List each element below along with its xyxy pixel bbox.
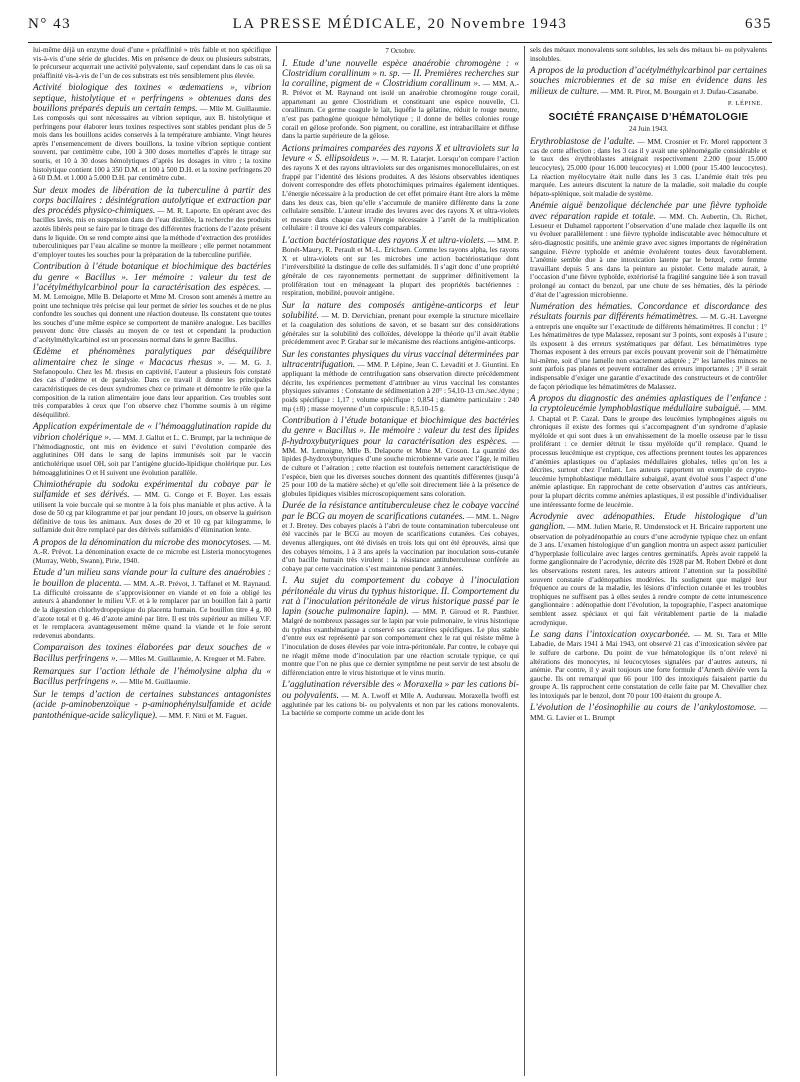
entry-authors: — MM. J. Gallut et L. C. Brumpt, xyxy=(113,432,215,442)
communication-entry xyxy=(530,394,767,509)
communication-entry xyxy=(33,83,271,182)
text-columns xyxy=(28,46,772,1076)
entry-title: Sur le temps d’action de certaines substances antagonistes (acide p-aminobenzoïque - p-aminophénylsulfamide et acide pantothénique-acide salicylique). xyxy=(33,690,271,721)
entry-text: Chez les M. rhesus en captivité, l’auteur a plusieurs fois constaté des cas d’œdème et de paralysie. Dans ce travail il donne les principales caractéristiques de ces deux syndromes chez ce primate et démontre le rôle que la composition de la ration alimentaire joue dans leur apparition. Ces troubles sont très comparables à ceux que l’on observe chez l’homme soumis à un régime déséquilibré. xyxy=(33,367,271,419)
entry-text: La quantité des lipides β-hydroxybutyriques d’une souche microbienne varie avec l’âge, le milieu de culture et l’aération ; cette réaction est toutefois nettement caractéristique de l’espèce, bien que les diverses souches donnent des quantités différentes (jusqu’à 25 pour 100 de la matière sèche) et qu’elle soit directement liée à la présence de globules lipidiques visibles microscopiquement sans coloration. xyxy=(282,446,519,498)
communication-entry xyxy=(33,480,271,535)
communication-entry xyxy=(282,301,519,347)
entry-text: prenant pour exemple la structure micellaire et la coagulation des solutions de savon, et se basant sur des considérations générales sur la solubilité des colloïdes, développe la théorie qu’il avait établie précédemment avec P. Grabar sur le mécanisme des réactions antigène-anticorps. xyxy=(282,311,520,347)
communication-entry xyxy=(282,236,519,298)
communication-entry xyxy=(530,512,767,627)
column-right xyxy=(524,46,772,1076)
entry-text: Moraxella lwoffi est agglutinée par les cations bi- ou polyvalents et non par les cations monovalents. La bactérie se comporte comme un acide dont les xyxy=(282,691,519,718)
entry-authors: — MM. P. Lépine, Jean C. Levaditi et J. Giuntini. xyxy=(357,360,509,370)
entry-authors: — M. G.-H. Lavergne xyxy=(700,312,768,322)
entry-title: Application expérimentale de « l’hémoagglutination rapide du vibrion cholérique ». xyxy=(33,422,271,443)
entry-title: A propos de la dénomination du microbe des monocytoses. xyxy=(33,538,252,549)
entry-title: Chimiothérapie du sodoku expérimental du cobaye par le sulfamide et ses dérivés. xyxy=(33,480,271,501)
entry-authors: — Mlles M. Guillaumie, A. Kreguer et M. Fabre. xyxy=(119,653,266,663)
entry-authors: — MM. J. Chaptal et P. Cazal. xyxy=(530,404,767,423)
issue-number: N° 43 xyxy=(28,16,72,32)
communication-entry xyxy=(33,538,271,565)
entry-authors: — MM. Crosnier et Fr. Morel xyxy=(637,136,730,146)
entry-authors: — M. D. Dervichian, xyxy=(321,310,387,320)
entry-title: Œdème et phénomènes paralytiques par déséquilibre alimentaire chez le singe « Macacus rhesus ». xyxy=(33,347,271,368)
entry-title: A propos du diagnostic des anémies aplastiques de l’enfance : la cryptoleucémie lymphoblastique médullaire subaiguë. xyxy=(530,394,767,415)
communication-entry xyxy=(33,347,271,419)
society-heading: SOCIÉTÉ FRANÇAISE D’HÉMATOLOGIE xyxy=(548,112,749,124)
communication-entry xyxy=(33,568,271,640)
entry-text: Lorsqu’on compare l’action des rayons X et des rayons ultraviolets sur des organismes monocellulaires, on est frappé par l’identité des lésions produites. A des lésions observables identiques doivent correspondre des effets photochimiques primaires également identiques. L’énergie nécessaire à la production de cet effet primaire étant être alors la même dans les deux cas, bien qu’elle s’accumule de manière différente dans la zone cellulaire sensible. L’auteur irradie des levures avec des rayons X et ultra-violets et mesure dans chaque cas l’énergie nécessaire à l’arrêt de la multiplication cellulaire : il trouve ici des valeurs comparables. xyxy=(282,154,520,233)
entry-text: Des cobayes placés à l’abri de toute contamination tuberculeuse ont été vaccinés par le BCG au moyen de scarifications cutanées. Ces cobayes, devenus allergiques, ont été divisés en trois lots qui ont été éprouvés, ainsi que des cobayes témoins, 1 à 3 ans après la vaccination par inoculation sous-cutanée d’un bacille humain très virulent : la résistance antituberculeuse conférée au cobaye par cette vaccination s’est maintenue pendant 3 années. xyxy=(282,521,519,573)
entry-title: Etude d’un milieu sans viande pour la culture des anaérobies : le bouillon de placenta. xyxy=(33,568,271,589)
entry-title: Contribution à l’étude botanique et biochimique des bactéries du genre « Bacillus ». IIe mémoire : valeur du test des lipides β-hydroxybutyriques pour la caractérisation des espèces. xyxy=(282,416,519,447)
continued-paragraph: sels des métaux monovalents sont solubles, les sels des métaux bi- ou polyvalents insolubles. xyxy=(530,46,767,63)
entry-authors: — MM. A.-R. Prévot, J. Taffanel et M. Raynaud. xyxy=(123,578,271,588)
entry-authors: — MM. L. Nègre et J. Bretey. xyxy=(282,511,520,530)
entry-title: I. Etude d’une nouvelle espèce anaérobie chromogène : « Clostridium corallinum » n. sp. — II. Premières recherches sur la coralline, pigment de « Clostridium corallinum ». xyxy=(282,58,519,89)
entry-title: Erythroblastose de l’adulte. xyxy=(530,136,635,147)
communication-entry xyxy=(33,667,271,687)
entry-title: L’action bactériostatique des rayons X et ultra-violets. xyxy=(282,235,486,246)
communication-entry xyxy=(282,59,519,141)
communication-entry xyxy=(282,416,519,498)
entry-text: La dénomination exacte de ce microbe est Listeria monocytogenes (Murray, Webb, Swann), Pirie, 1940. xyxy=(33,548,272,565)
communication-entry xyxy=(282,350,519,413)
entry-text: ont isolé un anaérobie chromogène rouge corail, appartenant au genre Clostridium et constituant une espèce nouvelle, Cl. corallinum. Ce germe coagule le lait, liquéfie la gélatine, réduit le rouge neutre, n’est pas pathogène quoique hémolytique ; il donne de belles colonies rouge corail en gélose profonde. Son pigment, ou coralline, est intrabacillaire et diffuse dans la partie supérieure de la gélose. xyxy=(282,89,519,141)
communication-entry xyxy=(530,137,767,199)
entry-authors: — MM. M. Lemoigne, Mlle B. Delaporte et Mme M. Croson. xyxy=(282,436,519,455)
entry-text: Dans le groupe des leucémies lymphogènes aiguës ou chroniques il existe des formes qui s’accompagnent d’un syndrome d’aplasie myéloïde et qui sont dues à un envahissement de la moelle osseuse par le tissu proliférant : ce dernier détruit le tissu myéloïde qu’il remplace. Quand le processus leucémique est cryptique, ces affections prennent toutes les apparences d’anémies aplastiques ou d’aplasies médullaires globales, telles qu’on les a décrites, surtout chez l’enfant. Les auteurs rapportent un exemple de crypto-leucémie lymphoblastique médullaire subaiguë, ayant évolué sous l’aspect d’une anémie aplastique. En rapprochant de cette observation d’autres cas antérieurs, pour la plupart décrits comme anémies aplastiques, il est possible d’individualiser une intéressante forme de leucémie. xyxy=(530,414,767,509)
entry-text: En appliquant la méthode de centrifugation sans observation directe précédemment décrite, les expériences permettent d’attribuer au virus vaccinal les constantes physiques suivantes : Constante de sédimentation à 20° : 54,10-13 cm./sec./dyne ; poids spécifique : 1,17 ; volume spécifique : 0,854 ; diamètre particulaire : 240 mμ (±8) ; masse moyenne d’un corpuscule : 8,5.10-15 g. xyxy=(282,361,520,413)
header-rule xyxy=(28,42,772,43)
communication-entry xyxy=(530,302,767,391)
continued-paragraph: lui-même déjà un enzyme doué d’une « préaffinité » très faible et non spécifique vis-à-vis d’une série de glucides. Mis en présence de deux ou plusieurs substrats, le précurseur acquerrait une activité polyvalente, sauf cependant dans le cas où sa préaffinité vis-à-vis de l’un de ces substrats est très sensiblement plus élevée. xyxy=(33,46,271,80)
entry-authors: — M. St. Tara et Mlle Labadie, xyxy=(530,630,767,649)
column-left xyxy=(28,46,276,1076)
entry-title: Sur la nature des composés antigène-anticorps et leur solubilité. xyxy=(282,300,519,321)
communication-entry xyxy=(33,690,271,721)
entry-authors: — M. A. Lwoff et Mlle A. Audureau. xyxy=(341,690,457,700)
entry-title: Remarques sur l’action léthale de l’hémolysine alpha du « Bacillus perfringens ». xyxy=(33,666,271,687)
entry-text: sont amenés à mettre au point une technique très précise qui leur permet de sérier les souches et de ne plus confondre les souches qui donnent une réaction douteuse. Ils constatent que toutes les souches d’une même espèce se comportent de manière analogue. Les bacilles peuvent donc être classés au moyen de ce test et cependant la production d’acétylméthylcarbinol est un processus normal dans le genre Bacillus. xyxy=(33,292,271,344)
entry-title: Durée de la résistance antituberculeuse chez le cobaye vacciné par le BCG au moyen de scarifications cutanées. xyxy=(282,501,519,522)
entry-authors: — MM. G. Conge et F. Boyer. xyxy=(133,490,237,500)
entry-authors: — M. M. Lemoigne, Mlle B. Delaporte et Mme M. Croson xyxy=(33,282,271,301)
entry-text: Malgré de nombreux passages sur le lapin par voie pulmonaire, le virus historique du typhus exanthématique a conservé ses caractères spécifiques. Le plus stable d’entre eux est représenté par son comportement chez le rat qui résiste même à l’inoculation de doses élevées par voie intra-péritonéale. Par contre, le cobaye qui ne réagit même mode d’inoculation par une réaction scrotale typique, ce qui montre que l’on ne plus que ce dernier symptôme ne peut servir de test absolu de différenciation entre le virus historique et le virus murin. xyxy=(282,617,519,677)
communication-entry xyxy=(282,144,519,233)
page-number: 635 xyxy=(745,16,772,32)
entry-text: Les essais utilisent la voie buccale qui se montre à la fois plus maniable et plus active. À la dose de 50 cg par kilogramme et par jour pendant 10 jours, on observe la guérison définitive de tous les animaux. Aux doses de 20 et 10 cg par kilogramme, le sulfamide doit être remplacé par des dérivés sulfamidés d’élimination lente. xyxy=(33,491,271,535)
entry-authors: — MM. P. Bonét-Maury, R. Perault et M.-L. Erichsen. xyxy=(282,235,520,255)
entry-title: Sur les constantes physiques du virus vaccinal déterminées par ultracentrifugation. xyxy=(282,349,519,371)
journal-title-date: LA PRESSE MÉDICALE, 20 Novembre 1943 xyxy=(232,16,568,32)
entry-title: Comparaison des toxines élaborées par deux souches de « Bacillus perfringens ». xyxy=(33,643,271,664)
entry-authors: — MM. F. Nitti et M. Faguet. xyxy=(159,710,248,720)
entry-text: La difficulté croissante de s’approvisionner en viande et en foie a obligé les auteurs à abandonner le milieu V.F. et à le remplacer par un bouillon fait à partir de la digestion chlorhydropepsique du placenta humain. Ce bouillon titre 4 g. 80 d’azote total et 0 g. 46 d’azote aminé par litre. Il est très supérieur au milieu V.F. et le remplacera avantageusement même quand la viande et le foie seront redevenus abondants. xyxy=(33,588,271,640)
entry-title: Sur deux modes de libération de la tuberculine à partir des corps bacillaires : désintégration autolytique et extraction par des procédés physico-chimiques. xyxy=(33,185,271,217)
entry-title: Contribution à l’étude botanique et biochimique des bactéries du genre « Bacillus ». 1er mémoire : valeur du test de l’acétylméthylcarbinol pour la caractérisation des espèces. xyxy=(33,262,271,293)
entry-text: a entrepris une enquête sur l’exactitude de différents hématimètres. Il conclut : 1° Les hématimètres de type Malassez, reposant sur 3 points, sont exposés à l’usure ; ils exposent à des erreurs systématiques par défaut. Les hématimètres type Thomas exposent à des erreurs par excès pouvant provenir soit de l’hématimètre lui-même, soit d’une lamelle non exactement adaptée ; 2° les lamelles minces ne sont parfois pas planes et peuvent entraîner des erreurs importantes ; 3° il serait indispensable d’exiger une garantie d’exactitude des constructeurs et de contrôler de façon périodique les hématimètres de Malassez. xyxy=(530,322,767,391)
entry-text: rapportent une observation de polyadénopathie au cours d’une acrodynie typique chez un enfant de 3 ans. L’examen histologique d’un ganglion montra un aspect assez particulier d’hyperplasie folliculaire avec larges centres germinatifs. Après avoir rappelé la forme ganglionnaire de l’acrodynie, décrite dès 1928 par M. Robert Debré et dont les observations restent rares, les auteurs attirent l’attention sur la possibilité souvent constatée d’adénopathies modérées. Ils soulignent que malgré leur fréquence au cours de la maladie, les lésions d’infection cutanée et les troubles trophiques ne suffisent pas à elles seules à rendre compte de cette intumescence ganglionnaire : adénopathie dont l’évolution, la topographie, l’aspect anatomique semblent assez spéciaux et qui fait véritablement partie de la maladie acrodynique. xyxy=(530,523,768,627)
entry-text: Les composés qui sont nécessaires au vibrion septique, aux B. histolytique et perfringens pour élaborer leurs toxines respectives sont stables pendant plus de 5 mois dans les bouillons acides conservés à la température ambiante. Vingt heures après l’ensemencement de divers bouillons, la toxine vibrion septique contient souvent, par centimètre cube, 100 à 300 doses mortelles d’après le titrage sur souris, et 10 à 30 doses hémolytiques d’après les dosages in vitro ; la toxine histolytique contient 100 à 350 D.M. et 100 à 500 D.H. et la toxine perfringens 20 à 60 D.M. et 1.000 à 5.000 D.H. par centimètre cube. xyxy=(33,113,271,183)
entry-text: par la technique de l’hémodiagnostic, ont mis en évidence et suivi l’évolution comparée des agglutinines OH dans le sang de lapins immunisés soit par le vaccin anticholérique usuel OH, soit par l’antigène glucido-lipidique cholérique pur. Les hémoagglutinines O et H suivent une évolution parallèle. xyxy=(33,433,272,477)
entry-title: L’évolution de l’éosinophilie au cours de l’ankylostomose. xyxy=(530,703,757,714)
session-date: 24 Juin 1943. xyxy=(629,124,668,133)
entry-authors: — MM. Ch. Aubertin, Ch. Richet, Lesueur et Duhamel xyxy=(530,211,768,230)
entry-title: Anémie aiguë benzolique déclenchée par une fièvre typhoïde avec réparation rapide et totale. xyxy=(530,201,767,222)
entry-authors: — M. R. Laporte. xyxy=(157,206,211,216)
entry-title: A propos de la production d’acétylméthylcarbinol par certaines souches microbiennes et de sa mise en évidence dans les milieux de culture. xyxy=(530,66,767,97)
communication-entry xyxy=(282,501,519,573)
entry-authors: — MM. G. Lavier et L. Brumpt xyxy=(530,703,768,722)
entry-authors: — MM. P. Giroud et R. Panthier. xyxy=(412,607,519,616)
communication-entry xyxy=(33,422,271,477)
communication-entry xyxy=(33,262,271,344)
entry-text: de Mars 1941 à Mai 1943, ont observé 21 cas d’intoxication sévère par le sulfure de carbone. Du point de vue hématologique ils n’ont relevé ni altérations des monocytes, ni leucocytoses signalées par d’autres auteurs, ni anémie. Par contre, il y avait toujours une forte formule d’Arneth déviée vers la gauche. Ils ont remarqué que 66 pour 100 des intoxiqués faisaient partie du groupe A. Ils rapprochent cette constatation de celle faite par M. Chevallier chez les intoxiqués par le benzol, dont 70 pour 100 étaient du groupe A. xyxy=(530,640,768,700)
communication-entry xyxy=(33,643,271,663)
communication-entry xyxy=(282,680,519,718)
communication-entry xyxy=(530,201,767,299)
communication-entry xyxy=(530,630,767,700)
communication-entry xyxy=(33,186,271,260)
entry-authors: — MM. R. Pirot, M. Bourgain et J. Dufau-Casanabe. xyxy=(600,86,759,96)
entry-authors: — Mlle M. Guillaumie. xyxy=(199,103,272,113)
entry-title: Numération des hématies. Concordance et discordance des résultats fournis par différents hématimètres. xyxy=(530,302,767,323)
communication-entry xyxy=(530,703,767,722)
entry-text: Comme les rayons alpha, les rayons X et ultra-violets ont sur les microbes une action bactériostatique dont l’irréversibilité la distingue de celle des sulfamidés. Il s’agit donc d’une propriété générale de ces rayonnements permettant de supprimer définitivement la prolifération tout en ménageant la plupart des propriétés bactériennes : respiration, mobilité, pouvoir antigène. xyxy=(282,246,519,298)
entry-title: Acrodynie avec adénopathies. Etude histologique d’un ganglion. xyxy=(530,512,767,533)
entry-authors: — M. G. J. Stefanopoulo. xyxy=(33,357,272,376)
entry-authors: — M. R. Latarjet. xyxy=(381,153,436,163)
communication-entry xyxy=(282,576,519,677)
column-middle xyxy=(276,46,524,1076)
entry-title: Activité biologique des toxines « œdematiens », vibrion septique, histolytique et « perfringens » obtenues dans des bouillons préparés depuis un certain temps. xyxy=(33,83,271,114)
page-header xyxy=(28,16,772,38)
entry-authors: — MM. A.-R. Prévot et M. Raynaud xyxy=(282,79,519,98)
report-signature: P. LÉPINE. xyxy=(727,99,763,107)
entry-authors: — Mlle M. Guillaumie. xyxy=(119,676,191,686)
entry-title: Le sang dans l’intoxication oxycarbonée. xyxy=(530,630,691,641)
session-date: 7 Octobre. xyxy=(385,47,416,55)
entry-text: rapportent l’observation d’une malade chez laquelle ils ont vu évoluer parallèlement : une fièvre typhoïde indiscutable avec hémoculture et séro-diagnostic positifs, une anémie grave avec signes importants de régénération sanguine. Fièvre typhoïde et anémie évoluèrent toutes deux favorablement. L’anémie semble due à une intoxication latente par le benzol, cette femme travaillant depuis 5 ans dans la peinture au pistolet. Cette malade aurait, à l’occasion d’une fièvre typhoïde, extériorisé la fragilité sanguine liée à son travail prolongé au contact du benzol, par une chute de ses hématies, dès la période d’état de l’agression microbienne. xyxy=(530,221,767,299)
entry-title: L’agglutination réversible des « Moraxella » par les cations bi- ou polyvalents. xyxy=(282,680,519,701)
entry-authors: — MM. Julien Marie, R. Umdenstock et H. Bricaire xyxy=(567,522,724,532)
entry-text: En opérant avec des bacilles lavés, mis en suspension dans de l’eau distillée, la recherche des produits azotés libérés peut se faire par le titrage des différentes fractions de l’azote présent dans le liquide. On se rend compte ainsi que la méthode d’extraction des protéides tuberculiniques par l’eau alcaline se montre la meilleure ; elle permet notamment d’employer toutes les souches pour la préparation de la tuberculine purifiée. xyxy=(33,207,271,259)
entry-title: I. Au sujet du comportement du cobaye à l’inoculation péritonéale du virus du typhus historique. II. Comportement du rat à l’inoculation péritonéale de virus historique passé par le lapin (souche pulmonaire lapin). xyxy=(282,576,519,617)
entry-title: Actions primaires comparées des rayons X et ultraviolets sur la levure « S. ellipsoideus ». xyxy=(282,143,519,164)
entry-text: rapportent 3 cas de cette affection ; dans les 3 cas il y avait une splénomégalie considérable et le taux des érythroblastes atteignait respectivement 2.200 (pour 15.000 leucocytes), 25.000 (pour 16.000 leucocytes) et 1.000 (pour 15.400 leucocytes). La réaction myélocytaire était nulle dans les 3 cas. L’anémie était très peu marquée. Les auteurs discutent la nature de la maladie, soit maladie du couple hépato-splénique, soit maladie de système. xyxy=(530,137,768,198)
communication-entry xyxy=(530,66,767,97)
entry-authors: — M. A.-R. Prévot. xyxy=(33,538,271,557)
